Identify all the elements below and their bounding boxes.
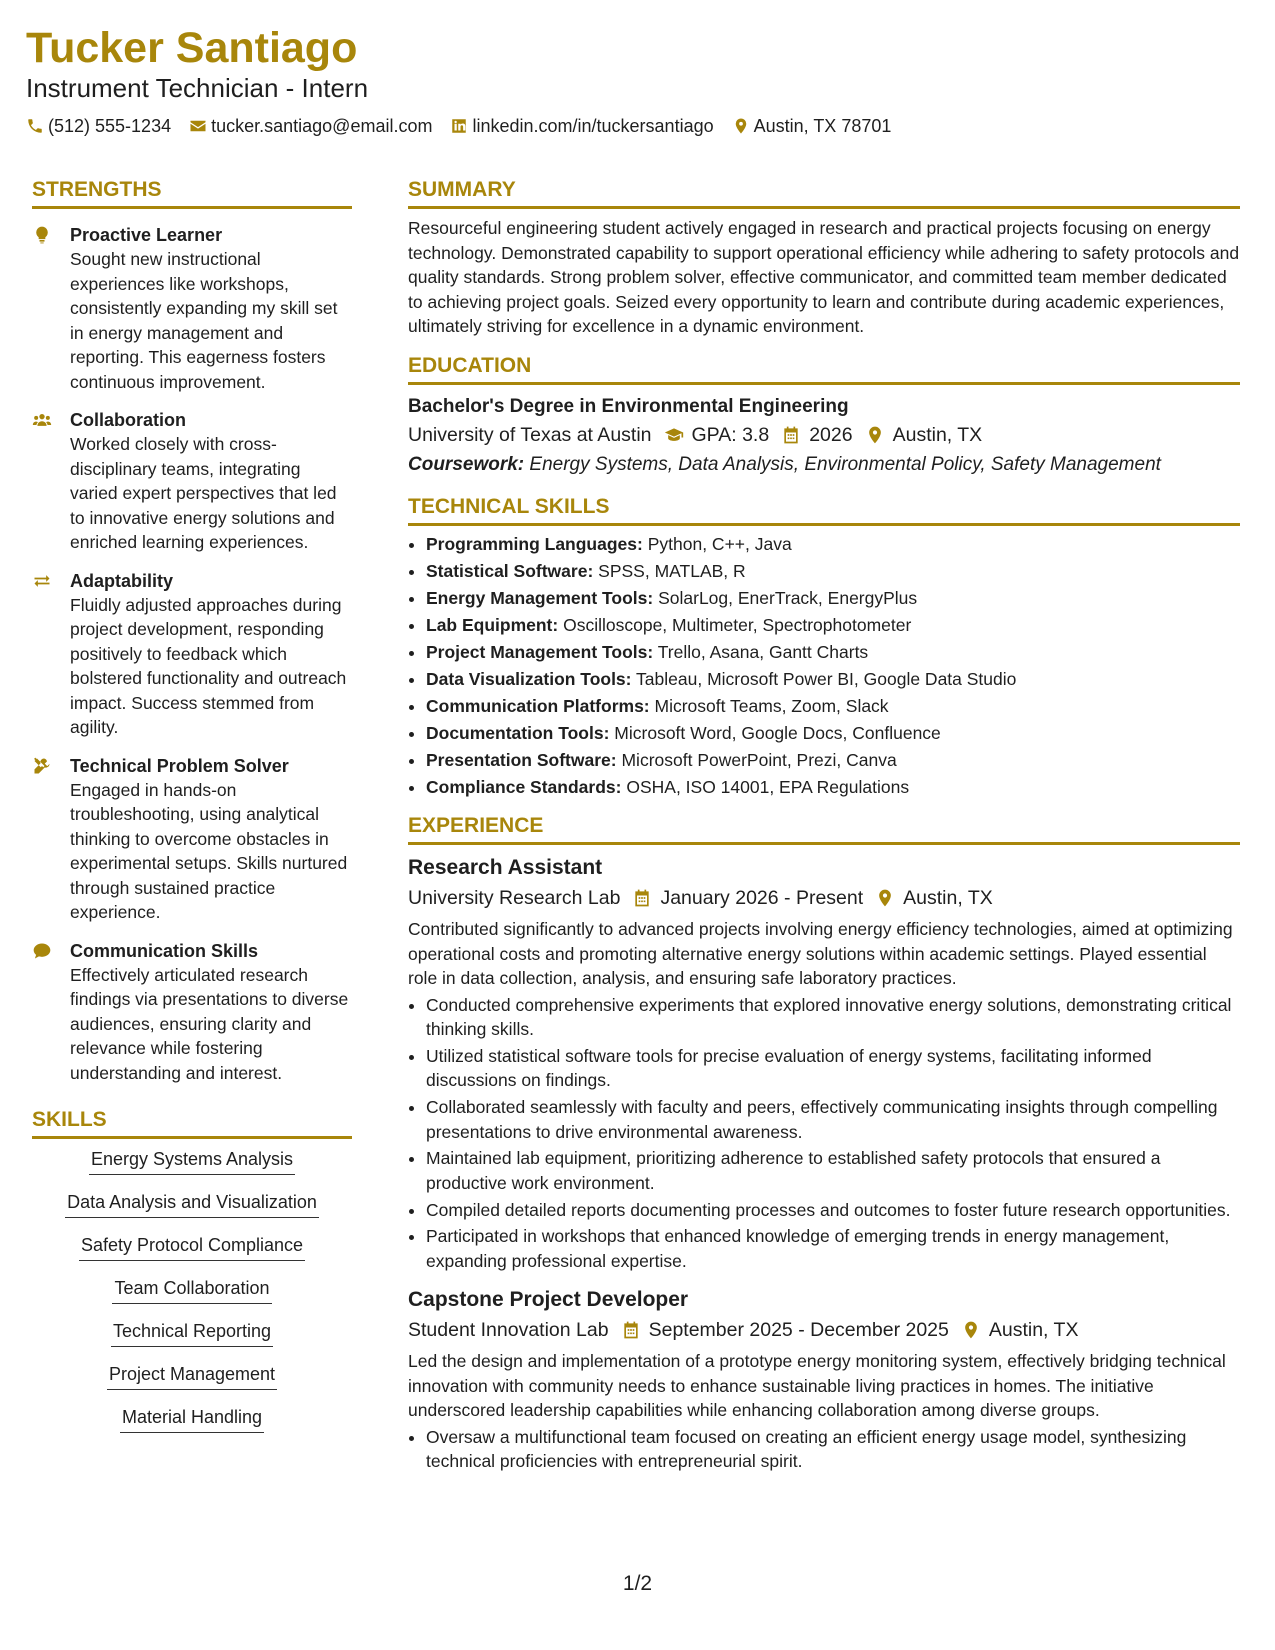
list-item: • Maintained lab equipment, prioritizing adherence to established safety protocols that ensured a productive work environment. (426, 1146, 1240, 1195)
job-meta (408, 883, 1240, 913)
location-pin-icon (875, 888, 895, 908)
skill-tag (32, 1276, 352, 1304)
job-entry (408, 853, 1240, 1273)
location-pin-icon (732, 117, 750, 135)
skill-tag (32, 1362, 352, 1390)
linkedin-text: linkedin.com/in/tuckersantiago (472, 115, 714, 136)
linkedin-icon (450, 117, 468, 135)
skill-tag-text: Energy Systems Analysis (89, 1147, 295, 1175)
list-item: • Compiled detailed reports documenting processes and outcomes to foster future research opportunities. (426, 1198, 1240, 1223)
tech-skill-value: Microsoft Teams, Zoom, Slack (654, 695, 889, 716)
list-item (426, 694, 1240, 719)
technical-skills-list (408, 532, 1240, 800)
coursework-list: Energy Systems, Data Analysis, Environmental Policy, Safety Management (529, 453, 1161, 475)
tech-skill-value: OSHA, ISO 14001, EPA Regulations (626, 776, 910, 797)
education-location: Austin, TX (892, 423, 983, 446)
job-location: Austin, TX (903, 887, 993, 909)
right-column (408, 177, 1240, 1476)
location-pin-icon (961, 1320, 981, 1340)
summary-text: Resourceful engineering student actively engaged in research and practical projects focusing on energy technology. Demonstrated capability to support operational efficiency while adhering to safety protocols and quality standards. Strong problem solver, effective communicator, and committed team member dedicated to achieving project goals. Seized every opportunity to learn and contribute during academic experiences, ultimately striving for excellence in a dynamic environment. (408, 218, 1240, 336)
list-item (426, 667, 1240, 692)
strength-item (32, 754, 352, 925)
tech-skill-label: Documentation Tools: (426, 722, 610, 743)
skills-list (32, 1147, 352, 1433)
tech-skill-value: Trello, Asana, Gantt Charts (657, 641, 869, 662)
summary-heading: SUMMARY (408, 177, 1240, 209)
skill-tag (32, 1405, 352, 1433)
list-item (426, 586, 1240, 611)
list-item (426, 532, 1240, 557)
tech-skill-value: Microsoft Word, Google Docs, Confluence (614, 722, 941, 743)
speech-bubble-icon (32, 941, 52, 961)
list-item: • Utilized statistical software tools for precise evaluation of energy systems, facilitating informed discussions on findings. (426, 1044, 1240, 1093)
envelope-icon (189, 117, 207, 135)
skill-tag-text: Safety Protocol Compliance (79, 1233, 305, 1261)
job-org: University Research Lab (408, 887, 621, 909)
strength-desc: Worked closely with cross-disciplinary teams, integrating varied expert perspectives that led to innovative energy solutions and enriched learning experiences. (70, 434, 337, 552)
contact-bar (26, 114, 1246, 138)
job-meta (408, 1315, 1240, 1345)
job-title: Research Assistant (408, 856, 603, 879)
email-text: tucker.santiago@email.com (211, 115, 433, 136)
tech-skill-label: Presentation Software: (426, 749, 617, 770)
job-bullets (408, 993, 1240, 1274)
skill-tag-text: Project Management (107, 1362, 277, 1390)
education-meta (408, 420, 1240, 450)
skill-tag (32, 1233, 352, 1261)
skill-tag-text: Data Analysis and Visualization (65, 1190, 319, 1218)
experience-section (408, 813, 1240, 1474)
list-item (426, 559, 1240, 584)
tech-skill-value: Microsoft PowerPoint, Prezi, Canva (621, 749, 897, 770)
graduation-year: 2026 (809, 423, 853, 446)
tech-skill-value: SolarLog, EnerTrack, EnergyPlus (658, 587, 918, 608)
list-item: • Collaborated seamlessly with faculty and peers, effectively communicating insights through compelling presentations to drive environmental awareness. (426, 1095, 1240, 1144)
job-dates: September 2025 - December 2025 (648, 1319, 949, 1342)
calendar-icon (621, 1320, 641, 1340)
coursework-label: Coursework: (408, 453, 525, 475)
job-summary: Led the design and implementation of a prototype energy monitoring system, effectively bridging technical innovation with community needs to enhance sustainable living practices in homes. The initiative underscored leadership capabilities while enhancing collaboration among diverse groups. (408, 1351, 1226, 1421)
users-icon (32, 410, 52, 430)
skill-tag (32, 1147, 352, 1175)
summary-section (408, 177, 1240, 339)
job-org: Student Innovation Lab (408, 1319, 609, 1342)
tech-skill-label: Programming Languages: (426, 533, 643, 554)
tech-skill-value: Python, C++, Java (647, 533, 792, 554)
strength-desc: Engaged in hands-on troubleshooting, using analytical thinking to overcome obstacles in experimental setups. Skills nurtured through sustained practice experience. (70, 779, 348, 922)
job-dates: January 2026 - Present (660, 887, 864, 909)
strength-item (32, 408, 352, 555)
list-item (426, 640, 1240, 665)
tech-skill-label: Compliance Standards: (426, 776, 622, 797)
tech-skill-label: Project Management Tools: (426, 641, 654, 662)
graduation-cap-icon (664, 425, 684, 445)
location-pin-icon (865, 425, 885, 445)
tech-skill-label: Communication Platforms: (426, 695, 650, 716)
job-entry (408, 1285, 1240, 1474)
lightbulb-icon (32, 225, 52, 245)
contact-email[interactable] (189, 116, 432, 137)
tools-icon (32, 756, 52, 776)
phone-text: (512) 555-1234 (48, 115, 172, 136)
tech-skill-label: Data Visualization Tools: (426, 668, 632, 689)
candidate-name: Tucker Santiago (26, 24, 358, 72)
strength-title: Proactive Learner (70, 225, 223, 245)
resume-header (26, 22, 1246, 138)
tech-skill-label: Statistical Software: (426, 560, 594, 581)
education-heading: EDUCATION (408, 353, 1240, 385)
degree-title: Bachelor's Degree in Environmental Engineering (408, 395, 849, 417)
strength-title: Technical Problem Solver (70, 755, 289, 776)
coursework (408, 450, 1240, 480)
strength-item (32, 223, 352, 394)
gpa: GPA: 3.8 (691, 423, 770, 446)
list-item (426, 613, 1240, 638)
tech-skill-label: Lab Equipment: (426, 614, 559, 635)
skill-tag-text: Technical Reporting (111, 1319, 273, 1347)
list-item: • Conducted comprehensive experiments that explored innovative energy solutions, demonstrating critical thinking skills. (426, 993, 1240, 1042)
list-item (426, 775, 1240, 800)
tech-skill-value: Oscilloscope, Multimeter, Spectrophotometer (563, 614, 912, 635)
tech-skill-value: Tableau, Microsoft Power BI, Google Data Studio (636, 668, 1017, 689)
skills-heading: SKILLS (32, 1107, 352, 1139)
list-item (426, 721, 1240, 746)
tech-skill-label: Energy Management Tools: (426, 587, 654, 608)
candidate-title: Instrument Technician - Intern (26, 73, 369, 103)
calendar-icon (781, 425, 801, 445)
tech-skill-value: SPSS, MATLAB, R (598, 560, 746, 581)
strength-desc: Fluidly adjusted approaches during project development, responding positively to feedback which bolstered functionality and outreach impact. Success stemmed from agility. (70, 594, 347, 737)
strength-title: Adaptability (70, 570, 174, 591)
phone-icon (26, 117, 44, 135)
job-location: Austin, TX (988, 1319, 1079, 1342)
technical-skills-heading: TECHNICAL SKILLS (408, 494, 1240, 526)
technical-skills-section (408, 494, 1240, 800)
exchange-arrows-icon (32, 571, 52, 591)
experience-heading: EXPERIENCE (408, 813, 1240, 845)
list-item: • Oversaw a multifunctional team focused on creating an efficient energy usage model, synthesizing technical proficiencies with entrepreneurial spirit. (426, 1425, 1240, 1474)
skills-section (32, 1107, 352, 1433)
contact-phone[interactable] (26, 116, 171, 137)
page-number: 1/2 (622, 1572, 653, 1595)
strength-title: Collaboration (70, 410, 186, 430)
strength-item (32, 939, 352, 1086)
job-bullets (408, 1425, 1240, 1474)
strength-title: Communication Skills (70, 940, 259, 961)
strength-item (32, 569, 352, 740)
skill-tag (32, 1319, 352, 1347)
school-name: University of Texas at Austin (408, 423, 652, 446)
skill-tag-text: Team Collaboration (112, 1276, 271, 1304)
education-section (408, 353, 1240, 480)
skill-tag (32, 1190, 352, 1218)
list-item: • Participated in workshops that enhanced knowledge of emerging trends in energy management, expanding professional expertise. (426, 1224, 1240, 1273)
strength-desc: Sought new instructional experiences like workshops, consistently expanding my skill set in energy management and reporting. This eagerness fosters continuous improvement. (70, 249, 338, 392)
strength-desc: Effectively articulated research findings via presentations to diverse audiences, ensuring clarity and relevance while fostering understanding and interest. (70, 964, 349, 1083)
contact-linkedin[interactable] (450, 116, 713, 137)
location-text: Austin, TX 78701 (753, 115, 892, 136)
skill-tag-text: Material Handling (120, 1405, 264, 1433)
calendar-icon (632, 888, 652, 908)
list-item (426, 748, 1240, 773)
left-column (32, 177, 352, 1448)
strengths-heading: STRENGTHS (32, 177, 352, 209)
job-title: Capstone Project Developer (408, 1288, 689, 1312)
contact-location (732, 116, 892, 137)
job-summary: Contributed significantly to advanced projects involving energy efficiency technologies, aimed at optimizing operational costs and promoting alternative energy solutions within academic settings. Played essential role in data collection, analysis, and ensuring safe laboratory practices. (408, 919, 1233, 988)
